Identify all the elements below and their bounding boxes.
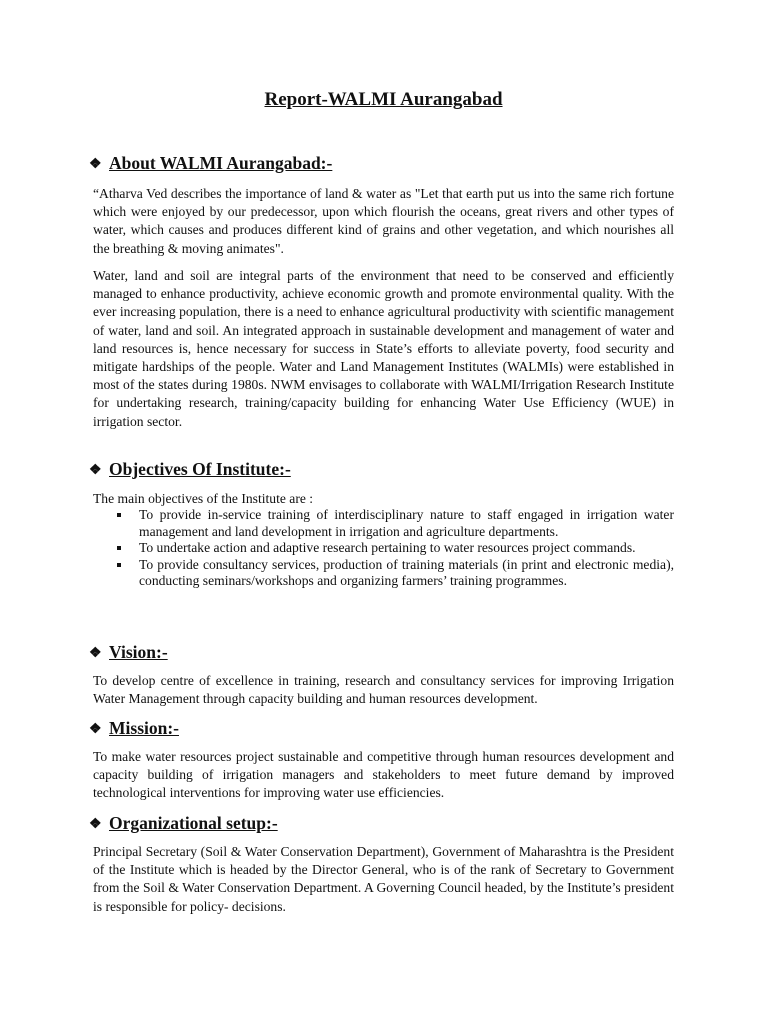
about-heading bbox=[89, 152, 332, 176]
mission-text: To make water resources project sustainable and competitive through human resources development and capacity building of irrigation managers and stakeholders to meet future demand by improved technological interventions for improving water use efficiencies. bbox=[93, 749, 674, 801]
objectives-list bbox=[113, 507, 674, 590]
diamond-bullet-icon: ❖ bbox=[89, 722, 102, 737]
organizational-setup-heading-text: Organizational setup:- bbox=[109, 813, 278, 833]
objectives-intro: The main objectives of the Institute are : bbox=[93, 491, 314, 506]
diamond-bullet-icon: ❖ bbox=[89, 817, 102, 832]
square-bullet-icon bbox=[117, 546, 121, 550]
diamond-bullet-icon: ❖ bbox=[89, 463, 102, 478]
diamond-bullet-icon: ❖ bbox=[89, 157, 102, 172]
square-bullet-icon bbox=[117, 563, 121, 567]
vision-heading-text: Vision:- bbox=[109, 642, 168, 662]
square-bullet-icon bbox=[117, 513, 121, 517]
diamond-bullet-icon: ❖ bbox=[89, 646, 102, 661]
mission-heading-text: Mission:- bbox=[109, 718, 179, 738]
list-item: To undertake action and adaptive research pertaining to water resources project commands. bbox=[113, 540, 674, 557]
organizational-setup-heading bbox=[89, 812, 278, 836]
about-paragraph-2: Water, land and soil are integral parts of the environment that need to be conserved and efficiently managed to enhance productivity, achieve economic growth and promote environmental quality. With the ever increasing population, there is a need to enhance agricultural productivity with scientific management of water, land and soil. An integrated approach in sustainable development and management of water and land resources is, hence necessary for success in State’s efforts to alleviate poverty, food security and mitigate hardships of the people. Water and Land Management Institutes (WALMIs) were established in most of the states during 1980s. NWM envisages to collaborate with WALMI/Irrigation Research Institute for undertaking research, training/capacity building for enhancing Water Use Efficiency (WUE) in irrigation sector. bbox=[93, 268, 674, 429]
mission-heading bbox=[89, 717, 179, 741]
about-paragraph-1: “Atharva Ved describes the importance of land & water as "Let that earth put us into the same rich fortune which were enjoyed by our predecessor, upon which flourish the oceans, great rivers and other types of water, which causes and produces different kind of grains and other vegetation, and which nourishes all the breathing & moving animates". bbox=[93, 186, 674, 256]
list-item: To provide in-service training of interdisciplinary nature to staff engaged in irrigation water management and land development in irrigation and agriculture departments. bbox=[113, 507, 674, 540]
organizational-setup-text: Principal Secretary (Soil & Water Conservation Department), Government of Maharashtra is the President of the Institute which is headed by the Director General, who is of the rank of Secretary to Government from the Soil & Water Conservation Department. A Governing Council headed, by the Institute’s president is responsible for policy- decisions. bbox=[93, 844, 674, 914]
list-item: To provide consultancy services, production of training materials (in print and electronic media), conducting seminars/workshops and organizing farmers’ training programmes. bbox=[113, 557, 674, 590]
objectives-heading bbox=[89, 458, 291, 482]
about-heading-text: About WALMI Aurangabad:- bbox=[109, 153, 333, 173]
vision-text: To develop centre of excellence in training, research and consultancy services for improving Irrigation Water Management through capacity building and human resources development. bbox=[93, 673, 674, 707]
objectives-heading-text: Objectives Of Institute:- bbox=[109, 459, 291, 479]
vision-heading bbox=[89, 641, 168, 665]
document-title: Report-WALMI Aurangabad bbox=[264, 89, 503, 110]
